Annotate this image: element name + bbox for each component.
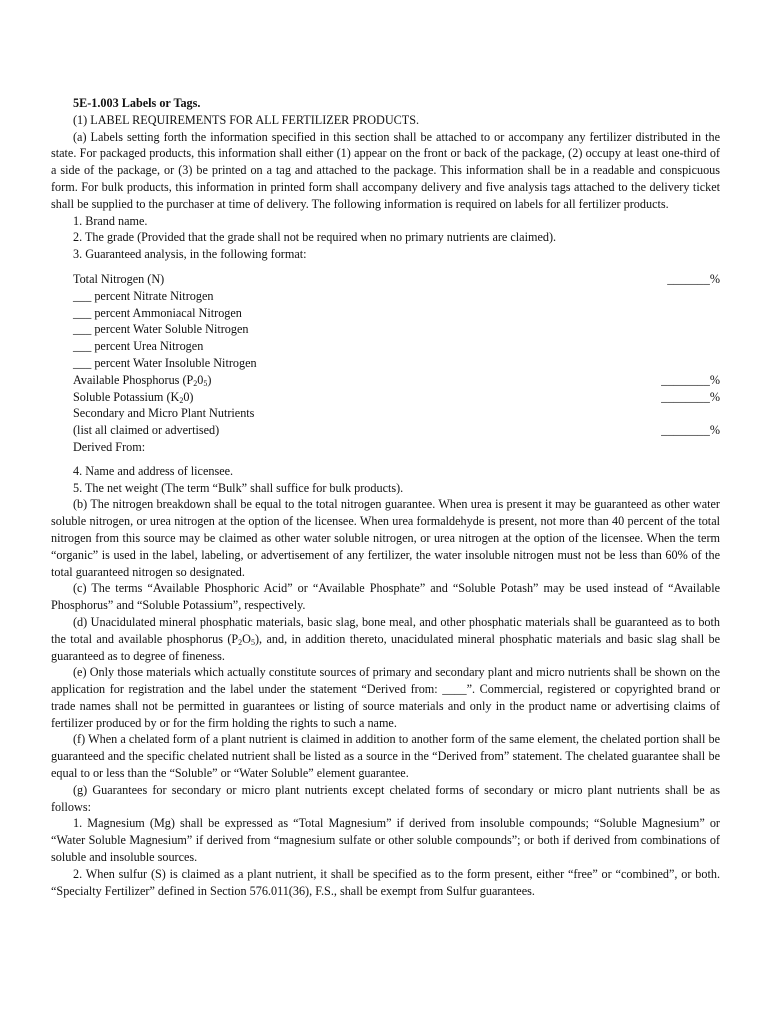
section-title: 5E-1.003 Labels or Tags. — [73, 96, 201, 110]
analysis-blank: ________% — [661, 372, 720, 387]
analysis-row-water-insoluble — [73, 355, 720, 372]
analysis-row-urea — [73, 338, 720, 355]
analysis-label: ___ percent Water Soluble Nitrogen — [73, 322, 249, 337]
section-heading: (1) LABEL REQUIREMENTS FOR ALL FERTILIZER PRODUCTS. — [73, 112, 420, 127]
analysis-label: (list all claimed or advertised) — [73, 423, 220, 438]
analysis-row-total-nitrogen — [73, 271, 720, 288]
paragraph-a: (a) Labels setting forth the information specified in this section shall be attached to or accompany any fertilizer distributed in the state. For packaged products, this information shall either (1) appear on the front or back of the package, (2) occupy at least one-third of a side of the package, or (3) be printed on a tag and attached to the package. This information shall be in a readable and conspicuous form. For bulk products, this information in printed form shall accompany delivery and five analysis tags attached to the delivery ticket shall be supplied to the purchaser at time of delivery. The following information is required on labels for all fertilizer products. — [51, 129, 720, 211]
paragraph-e: (e) Only those materials which actually constitute sources of primary and secondary plant and micro nutrients shall be shown on the application for registration and the label under the statement “Derived from: ____”. Commercial, registered or copyrighted brand or trade names shall not be permitted in guarantees or listing of source materials and only in the product name or advertising claims of fertilizer produced by or for the firm holding the rights to such a name. — [51, 665, 720, 730]
analysis-label: ___ percent Nitrate Nitrogen — [73, 288, 214, 303]
analysis-row-derived-from — [73, 439, 720, 456]
analysis-label: ___ percent Water Insoluble Nitrogen — [73, 355, 257, 370]
paragraph-g2: 2. When sulfur (S) is claimed as a plant nutrient, it shall be specified as to the form present, either “free” or “combined”, or both. “Specialty Fertilizer” defined in Section 576.011(36), F.S., shall be exempt from Sulfur guarantees. — [51, 866, 720, 898]
analysis-blank: _______% — [667, 271, 720, 286]
analysis-label: Derived From: — [73, 439, 146, 454]
paragraph-f: (f) When a chelated form of a plant nutrient is claimed in addition to another form of the same element, the chelated portion shall be guaranteed and the specific chelated nutrient shall be listed as a source in the “Derived from” statement. The chelated guarantee shall be equal to or less than the “Soluble” or “Water Soluble” element guarantee. — [51, 732, 720, 781]
analysis-row-ammoniacal — [73, 305, 720, 322]
analysis-row-potassium — [73, 389, 720, 406]
paragraph-g1: 1. Magnesium (Mg) shall be expressed as “Total Magnesium” if derived from insoluble compounds; “Soluble Magnesium” or “Water Soluble Magnesium” if derived from “magnesium sulfate or other soluble compounds”; or both if derived from combinations of soluble and insoluble sources. — [51, 816, 720, 865]
item-licensee: 4. Name and address of licensee. — [73, 463, 234, 478]
item-guaranteed-analysis: 3. Guaranteed analysis, in the following format: — [73, 247, 307, 262]
paragraph-c: (c) The terms “Available Phosphoric Acid” or “Available Phosphate” and “Soluble Potash” may be used instead of “Available Phosphorus” and “Soluble Potassium”, respectively. — [51, 581, 720, 613]
paragraph-g: (g) Guarantees for secondary or micro plant nutrients except chelated forms of secondary or micro plant nutrients shall be as follows: — [51, 782, 720, 814]
analysis-label: Soluble Potassium $(K_20)$ — [73, 389, 194, 405]
analysis-label: Available Phosphorus $(P_20_5)$ — [73, 372, 212, 388]
document-page — [51, 95, 720, 899]
analysis-label: ___ percent Ammoniacal Nitrogen — [73, 305, 242, 320]
item-brand-name: 1. Brand name. — [73, 213, 148, 228]
analysis-label: Secondary and Micro Plant Nutrients — [73, 406, 255, 421]
analysis-row-list-all — [73, 422, 720, 439]
analysis-row-phosphorus — [73, 372, 720, 389]
guaranteed-analysis-block — [51, 271, 720, 456]
analysis-blank: ________% — [661, 389, 720, 404]
analysis-row-water-soluble — [73, 321, 720, 338]
item-grade: 2. The grade (Provided that the grade shall not be required when no primary nutrients are claimed). — [73, 230, 557, 245]
paragraph-d: (d) Unacidulated mineral phosphatic materials, basic slag, bone meal, and other phosphatic materials shall be guaranteed as to both the total and available phosphorus $(P_2O_5)$, and, in addition thereto, unacidulated mineral phosphatic materials and basic slag shall be guaranteed as to degree of fineness. — [51, 614, 720, 663]
item-net-weight: 5. The net weight (The term “Bulk” shall suffice for bulk products). — [73, 480, 404, 495]
analysis-blank: ________% — [661, 423, 720, 438]
analysis-row-secondary — [73, 405, 720, 422]
analysis-label: ___ percent Urea Nitrogen — [73, 339, 204, 354]
paragraph-b: (b) The nitrogen breakdown shall be equal to the total nitrogen guarantee. When urea is present it may be guaranteed as other water soluble nitrogen, or urea nitrogen at the option of the licensee. When urea formaldehyde is present, not more than 40 percent of the total nitrogen from this source may be claimed as other water soluble nitrogen, or urea nitrogen at the option of the licensee. When the term “organic” is used in the label, labeling, or advertisement of any fertilizer, the water insoluble nitrogen must not be less than 60% of the total guaranteed nitrogen so designated. — [51, 497, 720, 579]
analysis-row-nitrate — [73, 288, 720, 305]
analysis-label: Total Nitrogen (N) — [73, 271, 165, 286]
